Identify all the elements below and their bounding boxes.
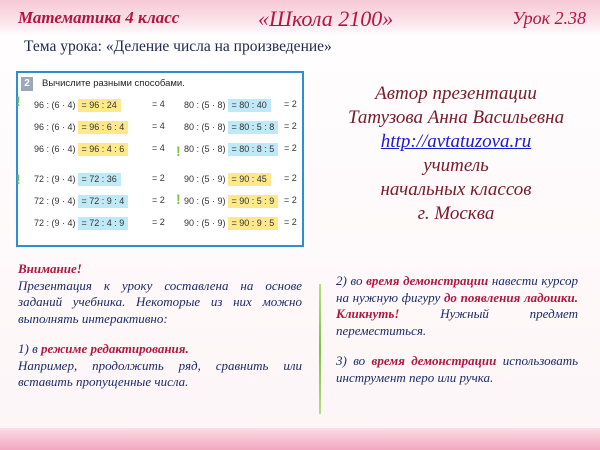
item-2-mode: время демонстрации bbox=[366, 273, 489, 288]
exercise-row bbox=[34, 173, 165, 186]
row-result: = 4 bbox=[152, 121, 165, 131]
exercise-title: Вычислите разными способами. bbox=[42, 78, 185, 89]
divider-line bbox=[319, 284, 321, 414]
author-block bbox=[318, 82, 594, 226]
row-result: = 4 bbox=[152, 99, 165, 109]
row-answer-box[interactable]: = 96 : 24 bbox=[78, 99, 121, 112]
author-link[interactable]: http://avtatuzova.ru bbox=[380, 131, 532, 152]
row-expression: 96 : (6 · 4) bbox=[34, 144, 76, 154]
row-expression: 72 : (9 · 4) bbox=[34, 196, 76, 206]
lesson-number: Урок 2.38 bbox=[512, 8, 586, 28]
row-result: = 2 bbox=[284, 195, 297, 205]
exercise-row bbox=[34, 217, 165, 230]
row-answer-box[interactable]: = 96 : 6 : 4 bbox=[78, 121, 129, 134]
notes-left bbox=[18, 261, 302, 391]
row-answer-box[interactable]: = 90 : 45 bbox=[228, 173, 271, 186]
notes-intro: Презентация к уроку составлена на основе заданий учебника. Некоторые из них можно выполнять интерактивно: bbox=[18, 277, 302, 326]
row-result: = 2 bbox=[152, 195, 165, 205]
row-answer-box[interactable]: = 80 : 40 bbox=[228, 99, 271, 112]
exercise-row bbox=[184, 173, 297, 186]
row-answer-box[interactable]: = 72 : 36 bbox=[78, 173, 121, 186]
row-expression: 80 : (5 · 8) bbox=[184, 100, 226, 110]
item-2-until: до появления ладошки. Кликнуть! bbox=[336, 289, 578, 321]
exercise-row bbox=[184, 121, 297, 134]
item-2-text: навести курсор на нужную фигуру bbox=[336, 273, 578, 305]
row-result: = 2 bbox=[284, 99, 297, 109]
item-2-end: Нужный предмет переместиться. bbox=[336, 306, 578, 338]
row-answer-box[interactable]: = 72 : 9 : 4 bbox=[78, 195, 129, 208]
row-result: = 2 bbox=[284, 217, 297, 227]
item-1-prefix: 1) в bbox=[18, 341, 41, 356]
row-expression: 80 : (5 · 8) bbox=[184, 144, 226, 154]
attention-heading: Внимание! bbox=[18, 261, 82, 276]
bottom-band bbox=[0, 428, 600, 450]
school-title: «Школа 2100» bbox=[258, 6, 394, 31]
item-3-prefix: 3) во bbox=[336, 353, 372, 368]
author-city: г. Москва bbox=[417, 203, 495, 224]
exercise-row bbox=[184, 99, 297, 112]
author-name: Татузова Анна Васильевна bbox=[347, 107, 565, 128]
row-result: = 2 bbox=[152, 173, 165, 183]
exercise-row bbox=[34, 121, 165, 134]
row-answer-box[interactable]: = 90 : 5 : 9 bbox=[228, 195, 279, 208]
exercise-row bbox=[34, 99, 165, 112]
row-expression: 96 : (6 · 4) bbox=[34, 100, 76, 110]
exclamation-icon: ! bbox=[176, 191, 181, 207]
author-role-detail: начальных классов bbox=[380, 179, 532, 200]
subject-title: Математика 4 класс bbox=[18, 8, 180, 27]
row-expression: 90 : (5 · 9) bbox=[184, 174, 226, 184]
notes-item-1-text: Например, продолжить ряд, сравнить или вставить пропущенные числа. bbox=[18, 357, 302, 389]
author-role: учитель bbox=[423, 155, 489, 176]
item-3-text: использовать инструмент перо или ручка. bbox=[336, 353, 578, 385]
row-result: = 4 bbox=[152, 143, 165, 153]
exclamation-icon: ! bbox=[176, 143, 181, 159]
notes-item-2 bbox=[336, 273, 578, 339]
notes-item-1 bbox=[18, 341, 302, 358]
row-answer-box[interactable]: = 80 : 8 : 5 bbox=[228, 143, 279, 156]
exercise-row bbox=[184, 195, 297, 208]
row-expression: 90 : (5 · 9) bbox=[184, 196, 226, 206]
row-expression: 72 : (9 · 4) bbox=[34, 174, 76, 184]
row-answer-box[interactable]: = 72 : 4 : 9 bbox=[78, 217, 129, 230]
lesson-topic: Тема урока: «Деление числа на произведение» bbox=[24, 38, 332, 55]
row-expression: 96 : (6 · 4) bbox=[34, 122, 76, 132]
row-expression: 72 : (9 · 4) bbox=[34, 218, 76, 228]
exercise-row bbox=[184, 143, 297, 156]
exercise-number: 2 bbox=[21, 77, 33, 91]
row-expression: 80 : (5 · 8) bbox=[184, 122, 226, 132]
row-result: = 2 bbox=[152, 217, 165, 227]
exercise-row bbox=[34, 143, 165, 156]
row-answer-box[interactable]: = 90 : 9 : 5 bbox=[228, 217, 279, 230]
row-answer-box[interactable]: = 80 : 5 : 8 bbox=[228, 121, 279, 134]
item-3-mode: время демонстрации bbox=[371, 353, 497, 368]
exercise-row bbox=[34, 195, 165, 208]
item-2-prefix: 2) во bbox=[336, 273, 367, 288]
exclamation-icon: ! bbox=[16, 171, 21, 187]
row-answer-box[interactable]: = 96 : 4 : 6 bbox=[78, 143, 129, 156]
exclamation-icon: ! bbox=[16, 93, 21, 109]
row-result: = 2 bbox=[284, 121, 297, 131]
author-caption: Автор презентации bbox=[375, 83, 537, 104]
notes-right bbox=[336, 273, 578, 386]
row-expression: 90 : (5 · 9) bbox=[184, 218, 226, 228]
item-1-mode: режиме редактирования. bbox=[40, 341, 189, 356]
row-result: = 2 bbox=[284, 143, 297, 153]
row-result: = 2 bbox=[284, 173, 297, 183]
exercise-row bbox=[184, 217, 297, 230]
notes-item-3 bbox=[336, 353, 578, 386]
exercise-panel bbox=[16, 71, 304, 247]
